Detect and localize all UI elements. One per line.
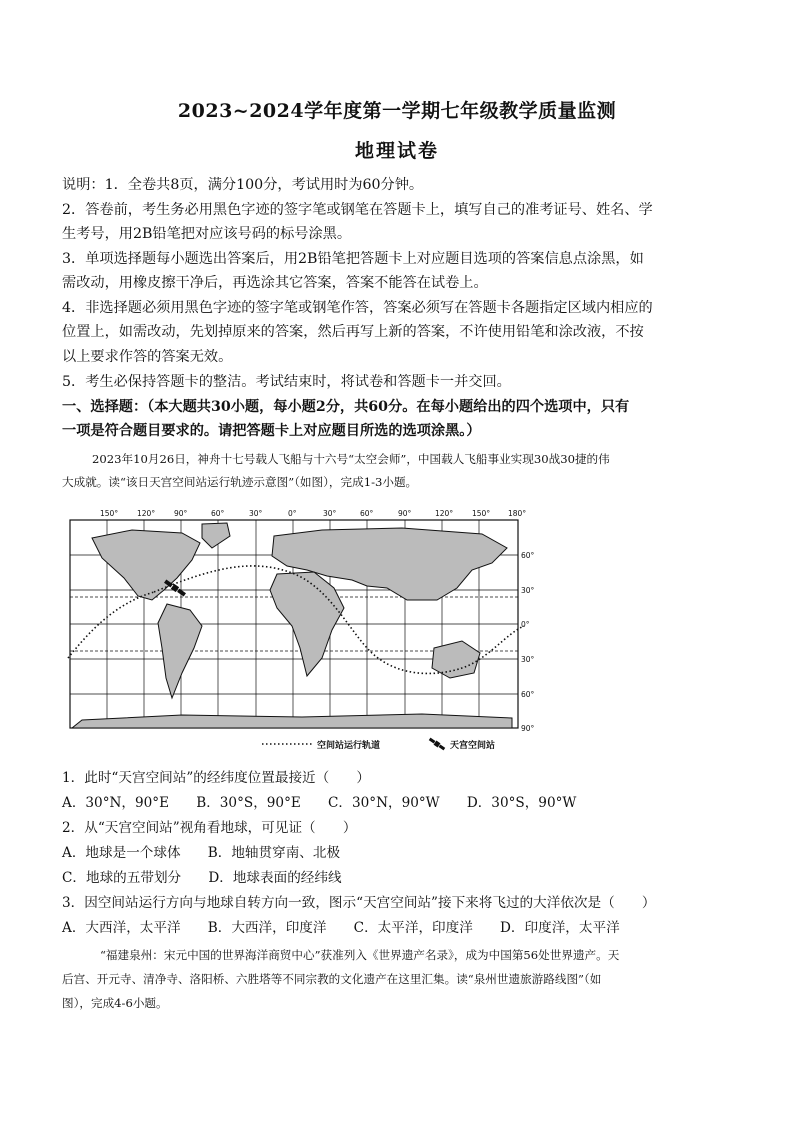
lat-label: 60°	[521, 551, 535, 560]
lon-label: 180°	[508, 509, 527, 518]
map-legend	[262, 737, 495, 751]
intro-text: 大成就。读“该日天宫空间站运行轨迹示意图”（如图），完成1-3小题。	[62, 475, 418, 489]
lat-label: 30°	[521, 655, 535, 664]
lon-label: 120°	[435, 509, 454, 518]
lat-label: 90°	[521, 724, 535, 733]
right-latitude-labels	[521, 551, 535, 733]
instruction-line: 需改动，用橡皮擦干净后，再选涂其它答案，答案不能答在试卷上。	[62, 275, 488, 291]
lon-label: 60°	[211, 509, 225, 518]
lon-label: 0°	[288, 509, 297, 518]
lon-label: 150°	[100, 509, 119, 518]
lon-label: 90°	[174, 509, 188, 518]
lat-label: 60°	[521, 690, 535, 699]
instruction-line: 以上要求作答的答案无效。	[62, 349, 233, 365]
lon-label: 30°	[323, 509, 337, 518]
lon-label: 90°	[398, 509, 412, 518]
question-options: C．地球的五带划分 D．地球表面的经纬线	[62, 870, 342, 886]
instruction-line: 5．考生必保持答题卡的整洁。考试结束时，将试卷和答题卡一并交回。	[62, 374, 511, 390]
question-text: 1．此时“天宫空间站”的经纬度位置最接近（ ）	[62, 770, 371, 786]
lon-label: 60°	[360, 509, 374, 518]
exam-title: 2023~2024学年度第一学期七年级教学质量监测	[177, 100, 617, 122]
lat-label: 0°	[521, 620, 530, 629]
instruction-line: 4．非选择题必须用黑色字迹的签字笔或钢笔作答，答案必须写在答题卡各题指定区域内相应的	[62, 300, 653, 316]
instruction-line: 3．单项选择题每小题选出答案后，用2B铅笔把答题卡上对应题目选项的答案信息点涂黑，如	[62, 251, 644, 267]
legend-station-icon	[428, 737, 446, 751]
top-longitude-labels	[100, 509, 526, 518]
intro-text: 后宫、开元寺、清净寺、洛阳桥、六胜塔等不同宗教的文化遗产在这里汇集。读“泉州世遗旅游路线图”（如	[62, 972, 602, 986]
question-options: A．地球是一个球体 B．地轴贯穿南、北极	[62, 845, 341, 861]
instruction-line: 生考号，用2B铅笔把对应该号码的标号涂黑。	[62, 226, 352, 242]
instruction-line: 说明：1．全卷共8页，满分100分，考试用时为60分钟。	[62, 177, 424, 193]
exam-subtitle: 地理试卷	[354, 140, 439, 162]
lon-label: 30°	[249, 509, 263, 518]
question-options: A．大西洋，太平洋 B．大西洋，印度洋 C．太平洋，印度洋 D．印度洋，太平洋	[62, 920, 620, 936]
question-text: 2．从“天宫空间站”视角看地球，可见证（ ）	[62, 820, 357, 836]
instruction-line: 2．答卷前，考生务必用黑色字迹的签字笔或钢笔在答题卡上，填写自己的准考证号、姓名、学	[62, 202, 653, 218]
question-options: A．30°N，90°E B．30°S，90°E C．30°N，90°W D．30°S，90°W	[62, 795, 577, 811]
instruction-line: 位置上，如需改动，先划掉原来的答案，然后再写上新的答案，不许使用铅笔和涂改液，不按	[62, 324, 644, 340]
intro-text: “福建泉州：宋元中国的世界海洋商贸中心”获准列入《世界遗产名录》，成为中国第56处世界遗产。天	[100, 948, 620, 962]
section-heading: 一、选择题：（本大题共30小题，每小题2分，共60分。在每小题给出的四个选项中，只有	[62, 399, 630, 415]
intro-text: 2023年10月26日，神舟十七号载人飞船与十六号“太空会师”，中国载人飞船事业实现30战30捷的伟	[92, 452, 610, 466]
question-text: 3．因空间站运行方向与地球自转方向一致，图示“天宫空间站”接下来将飞过的大洋依次是（ ）	[62, 895, 656, 911]
section-heading: 一项是符合题目要求的。请把答题卡上对应题目所选的选项涂黑。）	[62, 423, 481, 439]
lon-label: 150°	[472, 509, 491, 518]
orbit-map	[62, 508, 542, 758]
lon-label: 120°	[137, 509, 156, 518]
lat-label: 30°	[521, 586, 535, 595]
legend-orbit-label: 空间站运行轨道	[317, 741, 381, 751]
legend-station-label: 天宫空间站	[450, 741, 496, 751]
intro-text: 图），完成4-6小题。	[62, 996, 168, 1010]
